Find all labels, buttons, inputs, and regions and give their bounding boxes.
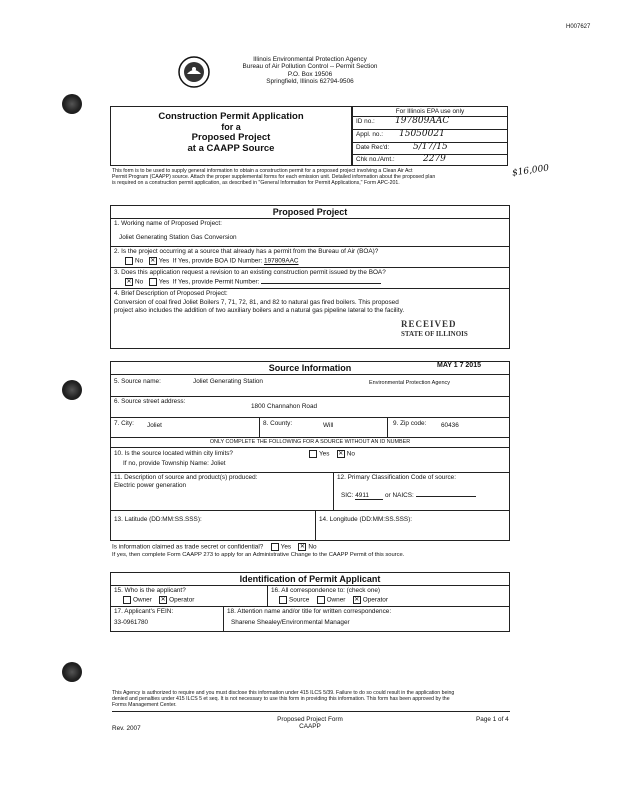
epa-use-header: For Illinois EPA use only	[395, 108, 465, 115]
q4-line2[interactable]: project also includes the addition of two auxiliary boilers and a natural gas pipeline lateral to the facility.	[114, 307, 405, 314]
legal-line-2: denied and penalties under 415 ILCS 5 et seq. It is not necessary to use this form in providing this information. This form has been approved by the	[112, 696, 450, 703]
epa-chk-label: Chk no./Amt.:	[356, 156, 395, 163]
form-title-line1: Construction Permit Application	[158, 111, 304, 122]
applicant-section	[110, 572, 510, 632]
q16-operator-checkbox[interactable]: ✕	[354, 597, 360, 603]
form-title-line3: Proposed Project	[191, 132, 271, 143]
intro-line-3: is required on a construction permit application, as described in "General Information for Permit Applications," Form APC-201.	[112, 180, 400, 187]
form-title-box	[110, 106, 352, 166]
received-stamp: RECEIVED	[401, 319, 457, 329]
intro-text	[112, 168, 510, 187]
q15-owner-label: Owner	[133, 596, 152, 604]
q17-label: 17. Applicant's FEIN:	[114, 608, 174, 615]
q14-label: 14. Longitude (DD:MM:SS.SSS):	[319, 516, 413, 523]
q11-value[interactable]: Electric power generation	[114, 482, 187, 489]
q3-no-checkbox[interactable]: ✕	[126, 279, 132, 285]
document-id: H007627	[566, 24, 591, 30]
q3-options	[123, 278, 381, 286]
claim-no-checkbox[interactable]: ✕	[299, 544, 305, 550]
agency-header	[220, 56, 400, 85]
date-stamp: MAY 1 7 2015	[437, 362, 481, 369]
q9-label: 9. Zip code:	[393, 420, 427, 427]
punch-hole-bottom	[62, 662, 82, 682]
legal-line-3: Forms Management Center.	[112, 702, 177, 709]
q2-label: 2. Is the project occurring at a source that already has a permit from the Bureau of Air (BOA)?	[114, 248, 379, 255]
q16-options	[277, 596, 388, 604]
agency-address: P.O. Box 19506	[287, 70, 333, 78]
footer-form-code: CAAPP	[299, 723, 321, 731]
township-value[interactable]: Joliet	[210, 460, 226, 467]
epa-date-label: Date Rec'd:	[356, 144, 390, 151]
agency-bureau: Bureau of Air Pollution Control -- Permit Section	[242, 63, 378, 71]
intro-line-1: This form is to be used to supply general information to obtain a construction permit for a proposed project involving a Clean Air Act	[112, 168, 413, 174]
claim-label: Is information claimed as trade secret or confidential?	[112, 543, 264, 551]
q2-id-value[interactable]: 197809AAC	[264, 257, 299, 265]
q7-label: 7. City:	[114, 420, 134, 427]
epa-appl-label: Appl. no.:	[356, 131, 384, 138]
punch-hole-top	[62, 94, 82, 114]
sic-label: SIC:	[341, 492, 354, 499]
q8-label: 8. County:	[263, 420, 293, 427]
fein-value[interactable]: 33-0961780	[114, 619, 149, 626]
q3-yes-label: Yes	[158, 278, 170, 286]
intro-line-2: Permit Program (CAAPP) source. Attach the proper supplemental forms for each emission unit. Detailed information about the proposed plan	[112, 174, 436, 181]
q3-no-label: No	[135, 278, 144, 286]
q12-label: 12. Primary Classification Code of source:	[337, 474, 456, 481]
proposed-project-section	[110, 205, 510, 349]
q15-label: 15. Who is the applicant?	[114, 587, 186, 594]
footer-center	[260, 716, 360, 731]
q2-provide-label: If Yes, provide BOA ID Number:	[172, 257, 263, 265]
source-street-value[interactable]: 1800 Channahon Road	[251, 403, 318, 410]
q3-label: 3. Does this application request a revision to an existing construction permit issued by the BOA?	[114, 269, 386, 276]
q12-codes	[341, 492, 476, 500]
q10-no-label: No	[346, 450, 355, 458]
naics-field[interactable]	[416, 496, 476, 497]
q10-yes-label: Yes	[319, 450, 330, 458]
claim-yes-checkbox[interactable]	[271, 543, 279, 551]
agency-seal-icon	[178, 56, 210, 88]
q10-options	[307, 450, 355, 458]
footer-rev: Rev. 2007	[112, 725, 141, 732]
claim-note: If yes, then complete Form CAAPP 273 to apply for an Administrative Change to the CAAPP Permit of this source.	[112, 552, 405, 558]
source-information-section	[110, 361, 510, 541]
footer-form-name: Proposed Project Form	[277, 716, 343, 723]
city-value[interactable]: Joliet	[147, 422, 162, 429]
source-information-title: Source Information	[268, 363, 352, 373]
agency-city: Springfield, Illinois 62794-9506	[266, 78, 354, 86]
q15-owner-checkbox[interactable]	[123, 596, 131, 604]
epa-chk-value: 2279	[423, 154, 446, 164]
legal-line-1: This Agency is authorized to require and you must disclose this information under 415 ILCS 5/39. Failure to do so could result in the application being	[112, 690, 455, 696]
punch-hole-middle	[62, 380, 82, 400]
q10-yes-checkbox[interactable]	[309, 450, 317, 458]
q1-value[interactable]: Joliet Generating Station Gas Conversion	[119, 234, 237, 241]
q11-label: 11. Description of source and product(s) produced:	[114, 474, 258, 481]
q3-yes-checkbox[interactable]	[149, 278, 157, 286]
epa-id-label: ID no.:	[356, 118, 375, 125]
agency-name: Illinois Environmental Protection Agency	[253, 56, 367, 63]
form-title-line4: at a CAAPP Source	[187, 143, 275, 154]
q10-label: 10. Is the source located within city limits?	[114, 450, 233, 457]
q2-no-label: No	[135, 257, 144, 265]
q1-label: 1. Working name of Proposed Project:	[114, 220, 222, 227]
q3-provide-label: If Yes, provide Permit Number:	[172, 278, 260, 286]
county-value[interactable]: Will	[323, 422, 334, 429]
claim-no-label: No	[308, 543, 317, 551]
epa-date-value: 5/17/15	[413, 142, 448, 152]
agency-stamp: Environmental Protection Agency	[369, 380, 451, 386]
q5-label: 5. Source name:	[114, 378, 161, 385]
q16-owner-checkbox[interactable]	[317, 596, 325, 604]
q16-operator-label: Operator	[362, 596, 388, 604]
footer-legal	[112, 690, 510, 709]
q15-options	[121, 596, 194, 604]
confidential-question	[112, 543, 317, 551]
q16-label: 16. All correspondence to: (check one)	[271, 587, 381, 594]
naics-label: or NAICS:	[385, 492, 414, 499]
epa-id-value: 197809AAC	[395, 116, 450, 126]
q13-label: 13. Latitude (DD:MM:SS.SSS):	[114, 516, 202, 523]
zip-value[interactable]: 60436	[441, 422, 459, 429]
q16-source-label: Source	[289, 596, 310, 604]
q4-label: 4. Brief Description of Proposed Project:	[114, 290, 228, 297]
state-stamp: STATE OF ILLINOIS	[401, 330, 468, 338]
q15-operator-checkbox[interactable]: ✕	[160, 597, 166, 603]
proposed-project-title: Proposed Project	[272, 207, 348, 217]
epa-appl-value: 15050021	[399, 129, 445, 139]
q15-operator-label: Operator	[169, 596, 195, 604]
claim-yes-label: Yes	[280, 543, 292, 551]
applicant-title: Identification of Permit Applicant	[239, 574, 381, 584]
margin-handwritten-note: $16,000	[511, 163, 550, 179]
q2-no-checkbox[interactable]	[125, 257, 133, 265]
only-complete-note: ONLY COMPLETE THE FOLLOWING FOR A SOURCE WITHOUT AN ID NUMBER	[209, 439, 411, 445]
q16-source-checkbox[interactable]	[279, 596, 287, 604]
q10-no-checkbox[interactable]: ✕	[338, 451, 344, 457]
q2-options	[123, 257, 299, 265]
epa-use-box	[352, 106, 508, 166]
q2-yes-label: Yes	[158, 257, 170, 265]
q3-permit-field[interactable]	[261, 283, 381, 284]
q18-label: 18. Attention name and/or title for written correspondence:	[227, 608, 392, 615]
source-name-value[interactable]: Joliet Generating Station	[193, 378, 263, 385]
attention-value[interactable]: Sharene Shealey/Environmental Manager	[231, 619, 350, 626]
q4-line1[interactable]: Conversion of coal fired Joliet Boilers 7, 71, 72, 81, and 82 to natural gas fired boilers. This proposed	[114, 299, 399, 306]
q2-yes-checkbox[interactable]: ✕	[150, 258, 156, 264]
q16-owner-label: Owner	[326, 596, 346, 604]
footer-page: Page 1 of 4	[476, 716, 509, 723]
township-label: If no, provide Township Name:	[123, 460, 209, 467]
form-title-line2: for a	[221, 122, 241, 132]
q6-label: 6. Source street address:	[114, 398, 186, 405]
sic-value[interactable]: 4911	[355, 492, 383, 500]
q10-township	[123, 460, 226, 467]
